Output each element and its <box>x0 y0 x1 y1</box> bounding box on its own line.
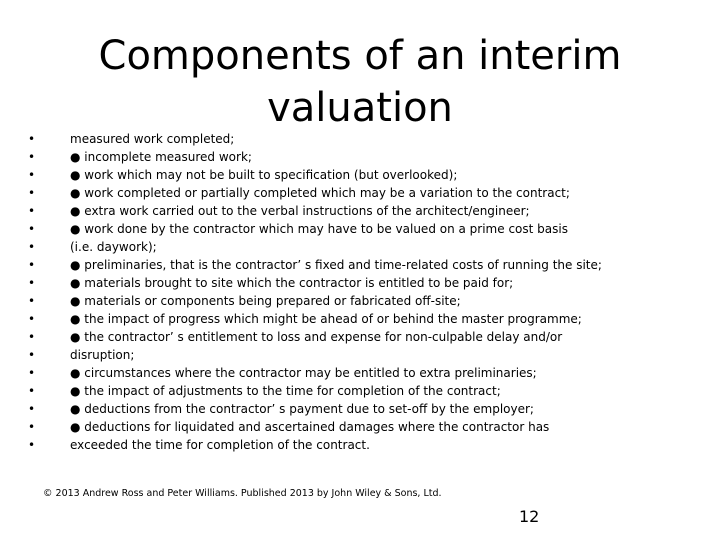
copyright-footer: © 2013 Andrew Ross and Peter Williams. Published 2013 by John Wiley & Sons, Ltd. <box>43 488 442 499</box>
list-item <box>28 328 648 346</box>
bullet-dot: • <box>28 186 36 200</box>
slide-title <box>70 30 650 134</box>
bullet-dot: • <box>28 222 36 236</box>
bullet-dot: • <box>28 420 36 434</box>
list-item <box>28 256 648 274</box>
list-item-text: ● preliminaries, that is the contractor’ s fixed and time-related costs of running the site; <box>70 258 602 272</box>
list-item-text: ● the contractor’ s entitlement to loss and expense for non-culpable delay and/or <box>70 330 563 344</box>
list-item-text: ● materials brought to site which the contractor is entitled to be paid for; <box>70 276 514 290</box>
list-item-text: ● work completed or partially completed which may be a variation to the contract; <box>70 186 570 200</box>
list-item <box>28 184 648 202</box>
list-item <box>28 220 648 238</box>
list-item-text: (i.e. daywork); <box>70 240 157 254</box>
list-item-text: ● incomplete measured work; <box>70 150 252 164</box>
bullet-list <box>28 130 648 454</box>
list-item-text: ● materials or components being prepared or fabricated off-site; <box>70 294 461 308</box>
list-item <box>28 274 648 292</box>
list-item-text: ● circumstances where the contractor may be entitled to extra preliminaries; <box>70 366 537 380</box>
bullet-dot: • <box>28 330 36 344</box>
bullet-dot: • <box>28 294 36 308</box>
bullet-dot: • <box>28 366 36 380</box>
list-item <box>28 292 648 310</box>
list-item-text: ● work done by the contractor which may have to be valued on a prime cost basis <box>70 222 568 236</box>
bullet-dot: • <box>28 438 36 452</box>
list-item <box>28 166 648 184</box>
bullet-dot: • <box>28 312 36 326</box>
list-item-text: ● deductions from the contractor’ s payment due to set-off by the employer; <box>70 402 534 416</box>
bullet-dot: • <box>28 240 36 254</box>
slide-title-line-2: valuation <box>267 85 453 131</box>
list-item <box>28 130 648 148</box>
bullet-dot: • <box>28 348 36 362</box>
list-item-text: ● the impact of progress which might be ahead of or behind the master programme; <box>70 312 582 326</box>
list-item-text: disruption; <box>70 348 135 362</box>
list-item-text: ● work which may not be built to specification (but overlooked); <box>70 168 458 182</box>
list-item <box>28 202 648 220</box>
list-item-text: exceeded the time for completion of the contract. <box>70 438 370 452</box>
list-item <box>28 310 648 328</box>
list-item-text: ● extra work carried out to the verbal instructions of the architect/engineer; <box>70 204 530 218</box>
list-item-text: measured work completed; <box>70 132 235 146</box>
bullet-dot: • <box>28 204 36 218</box>
list-item <box>28 364 648 382</box>
bullet-dot: • <box>28 276 36 290</box>
list-item <box>28 418 648 436</box>
bullet-dot: • <box>28 132 36 146</box>
bullet-dot: • <box>28 384 36 398</box>
list-item <box>28 238 648 256</box>
list-item <box>28 400 648 418</box>
list-item <box>28 346 648 364</box>
page-number: 12 <box>519 507 540 526</box>
bullet-dot: • <box>28 402 36 416</box>
list-item <box>28 148 648 166</box>
bullet-dot: • <box>28 150 36 164</box>
list-item <box>28 436 648 454</box>
list-item-text: ● the impact of adjustments to the time for completion of the contract; <box>70 384 501 398</box>
list-item-text: ● deductions for liquidated and ascertained damages where the contractor has <box>70 420 550 434</box>
slide-title-line-1: Components of an interim <box>98 33 622 79</box>
list-item <box>28 382 648 400</box>
bullet-dot: • <box>28 168 36 182</box>
bullet-dot: • <box>28 258 36 272</box>
